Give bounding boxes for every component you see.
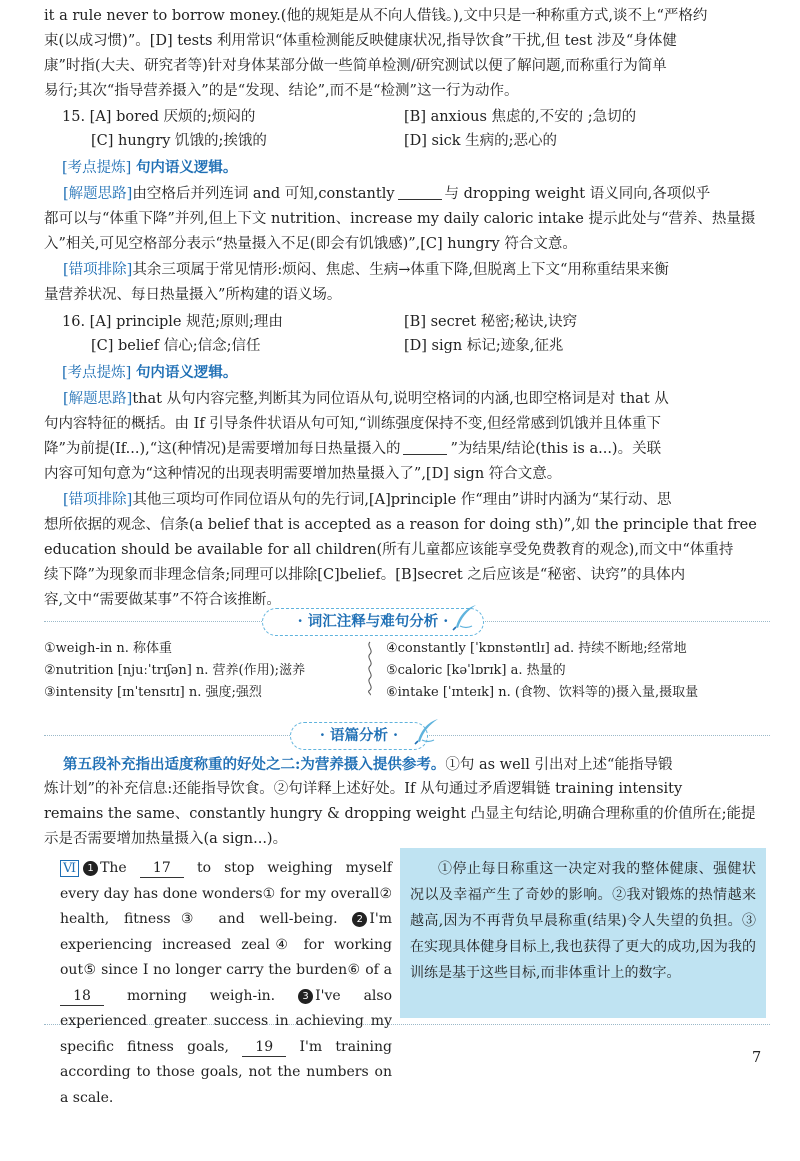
- q16-cuoxiang-line-3: education should be available for all children(所有儿童都应该能享受免费教育的观念),而文中“体重持: [44, 542, 734, 558]
- analysis-lead: 第五段补充指出适度称重的好处之二:为营养摄入提供参考。: [63, 756, 446, 773]
- analysis-line-2: 炼计划”的补充信息:还能指导饮食。②句详释上述好处。If 从句通过矛盾逻辑链 training intensity: [44, 781, 683, 797]
- q16-jieti-label: [解题思路]: [63, 391, 133, 407]
- vocab-item-2: ②nutrition [njuːˈtrɪʃən] n. 营养(作用);滋养: [44, 663, 306, 678]
- q15-option-a: 15. [A] bored 厌烦的;烦闷的: [62, 109, 256, 125]
- analysis-line-1-rest: ①句 as well 引出对上述“能指导锻: [445, 757, 673, 773]
- q16-cuoxiang-line-1: [44, 488, 770, 513]
- analysis-line-4: 示是否需要增加热量摄入(a sign...)。: [44, 831, 288, 847]
- q16-jieti-line-1: [44, 387, 770, 412]
- blank-18: 18: [60, 987, 104, 1006]
- q15-inline-blank: [398, 199, 442, 200]
- q16-jieti-text: that 从句内容完整,判断其为同位语从句,说明空格词的内涵,也即空格词是对 that 从: [132, 391, 669, 407]
- sentence-1-marker: 1: [83, 861, 98, 876]
- q15-option-c: [C] hungry 饥饿的;挨饿的: [91, 133, 267, 149]
- page-number: 7: [752, 1050, 762, 1066]
- paragraph-roman-numeral: Ⅵ: [60, 860, 79, 877]
- sentence-2-marker: 2: [352, 912, 367, 927]
- sentence-1-start: The: [100, 860, 127, 876]
- q16-inline-blank: [403, 454, 447, 455]
- q16-option-b: [B] secret 秘密;秘诀,诀窍: [404, 314, 578, 330]
- q16-jieti-line-3-pre: 降”为前提(If...),“这(种情况)是需要增加每日热量摄入的: [44, 441, 401, 457]
- intro-line-1: it a rule never to borrow money.(他的规矩是从不向人借钱。),文中只是一种称重方式,谈不上“严格约: [44, 8, 708, 24]
- analysis-line-1: [44, 752, 770, 778]
- intro-line-3: 康”时指(大夫、研究者等)针对身体某部分做一些简单检测/研究测试以便了解问题,而称重行为简单: [44, 58, 667, 74]
- q15-cuoxiang-text: 其余三项属于常见情形:烦闷、焦虑、生病→体重下降,但脱离上下文“用称重结果来衡: [132, 262, 669, 278]
- analysis-section-title: · 语篇分析 ·: [290, 722, 428, 750]
- q16-jieti-line-3: [44, 437, 770, 462]
- q16-kaodian-label: [考点提炼]: [62, 365, 132, 381]
- q15-option-d: [D] sick 生病的;恶心的: [404, 133, 558, 149]
- q15-jieti-label: [解题思路]: [63, 186, 133, 202]
- q15-jieti-pre: 由空格后并列连词 and 可知,constantly: [132, 186, 395, 202]
- q15-kaodian-text: 句内语义逻辑。: [135, 159, 238, 176]
- intro-line-2: 束(以成习惯)”。[D] tests 利用常识“体重检测能反映健康状况,指导饮食”干扰,但 test 涉及“身体健: [44, 33, 677, 49]
- q15-kaodian-label: [考点提炼]: [62, 160, 132, 176]
- q16-cuoxiang-line-2: 想所依据的观念、信条(a belief that is accepted as a reason for doing sth)”,如 the principle that free: [44, 517, 757, 533]
- q16-option-d: [D] sign 标记;迹象,征兆: [404, 338, 564, 354]
- passage-text: [60, 856, 392, 1111]
- vocab-item-1: ①weigh-in n. 称体重: [44, 641, 173, 656]
- q15-jieti-line-1: [44, 182, 770, 207]
- q16-option-a: 16. [A] principle 规范;原则;理由: [62, 314, 283, 330]
- q16-jieti-line-2: 句内容特征的概括。由 If 引导条件状语从句可知,“训练强度保持不变,但经常感到饥饿并且体重下: [44, 416, 661, 432]
- q16-cuoxiang-line-4: 续下降”为现象而非理念信条;同理可以排除[C]belief。[B]secret 之后应该是“秘密、诀窍”的具体内: [44, 567, 686, 583]
- blank-19: 19: [242, 1038, 286, 1057]
- q16-jieti-line-3-post: ”为结果/结论(this is a...)。关联: [450, 441, 662, 457]
- q16-option-c: [C] belief 信心;信念;信任: [91, 338, 261, 354]
- quill-pen-icon: [450, 602, 480, 632]
- vocab-section-title: · 词汇注释与难句分析 ·: [262, 608, 484, 636]
- q15-option-b: [B] anxious 焦虑的,不安的 ;急切的: [404, 109, 637, 125]
- q15-cuoxiang-label: [错项排除]: [63, 262, 133, 278]
- passage-block: [44, 848, 770, 1106]
- q16-kaodian-text: 句内语义逻辑。: [135, 364, 238, 381]
- q15-jieti-line-3: 入”相关,可见空格部分表示“热量摄入不足(即会有饥饿感)”,[C] hungry 符合文意。: [44, 236, 577, 252]
- vocab-item-3: ③intensity [ɪnˈtensɪtɪ] n. 强度;强烈: [44, 685, 262, 700]
- sentence-2-end: morning weigh-in.: [126, 987, 276, 1004]
- q16-cuoxiang-label: [错项排除]: [63, 492, 133, 508]
- vocab-item-4: ④constantly [ˈkɒnstəntlɪ] ad. 持续不断地;经常地: [386, 641, 687, 656]
- quill-pen-icon-2: [412, 716, 442, 746]
- sentence-2-start: I'm experiencing increased zeal④ for working out⑤ since I no longer carry the burden⑥ of a: [60, 911, 392, 978]
- q15-jieti-post: 与 dropping weight 语义同向,各项似乎: [444, 186, 711, 202]
- intro-line-4: 易行;其次“指导营养摄入”的是“发现、结论”,而不是“检测”这一行为动作。: [44, 83, 519, 99]
- blank-17: 17: [140, 859, 184, 878]
- q16-cuoxiang-text: 其他三项均可作同位语从句的先行词,[A]principle 作“理由”讲时内涵为“某行动、思: [132, 492, 672, 508]
- chain-divider-icon: [366, 640, 374, 696]
- q16-kaodian: [62, 360, 237, 386]
- sentence-3-marker: 3: [298, 989, 313, 1004]
- sentence-3-end: I'm training according to those goals, not the numbers on a scale.: [60, 1038, 392, 1106]
- q15-cuoxiang-line-2: 量营养状况、每日热量摄入”所构建的语义场。: [44, 287, 342, 303]
- q16-jieti-line-4: 内容可知句意为“这种情况的出现表明需要增加热量摄入了”,[D] sign 符合文意。: [44, 466, 562, 482]
- vocab-item-5: ⑤caloric [kəˈlɒrɪk] a. 热量的: [386, 663, 566, 678]
- sentence-3-start: I've also experienced greater success in achieving my specific fitness goals,: [60, 987, 393, 1055]
- sentence-1-end: to stop weighing myself every day has done wonders① for my overall② health, fitness③ and well-being.: [60, 860, 392, 927]
- q16-cuoxiang-line-5: 容,文中“需要做某事”不符合该推断。: [44, 592, 281, 608]
- vocab-item-6: ⑥intake [ˈɪnteɪk] n. (食物、饮料等的)摄入量,摄取量: [386, 685, 699, 700]
- translation-box: ①停止每日称重这一决定对我的整体健康、强健状况以及幸福产生了奇妙的影响。②我对锻炼的热情越来越高,因为不再背负早晨称重(结果)令人失望的负担。③在实现具体健身目标上,我也获得了更大的成功,因为我的训练是基于这些目标,而非体重计上的数字。: [400, 848, 766, 1018]
- q15-kaodian: [62, 155, 237, 181]
- q15-jieti-line-2: 都可以与“体重下降”并列,但上下文 nutrition、increase my daily caloric intake 提示此处与“营养、热量摄: [44, 211, 756, 227]
- q15-cuoxiang-line-1: [44, 258, 770, 283]
- analysis-line-3: remains the same、constantly hungry & dropping weight 凸显主句结论,明确合理称重的价值所在;能提: [44, 806, 756, 822]
